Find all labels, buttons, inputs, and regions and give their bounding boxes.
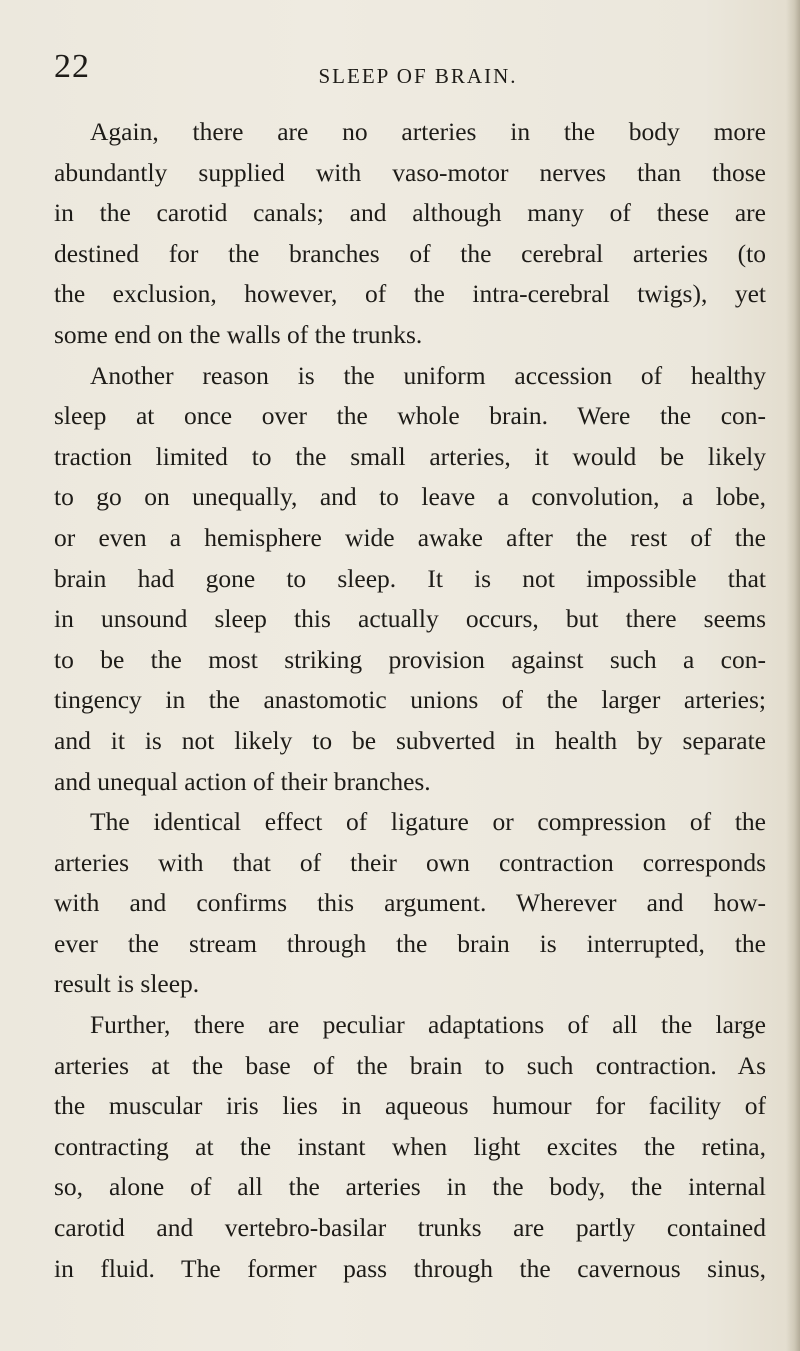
text-line: Further, there are peculiar adaptations of all the large — [90, 1010, 766, 1040]
text-line: Another reason is the uniform accession of healthy — [90, 360, 766, 390]
text-line: so, alone of all the arteries in the body, the internal — [54, 1172, 766, 1202]
text-line: in the carotid canals; and although many of these are — [54, 198, 766, 228]
body-text — [54, 112, 766, 1289]
text-line: or even a hemisphere wide awake after the rest of the — [54, 522, 766, 552]
text-line: to go on unequally, and to leave a convolution, a lobe, — [54, 482, 766, 512]
text-line: brain had gone to sleep. It is not impossible that — [54, 563, 766, 593]
text-line: in fluid. The former pass through the cavernous sinus, — [54, 1253, 766, 1283]
text-line: in unsound sleep this actually occurs, but there seems — [54, 604, 766, 634]
text-line: tingency in the anastomotic unions of the larger arteries; — [54, 685, 766, 715]
text-line: with and confirms this argument. Wherever and how- — [54, 888, 766, 918]
text-line: sleep at once over the whole brain. Were the con- — [54, 401, 766, 431]
text-line: abundantly supplied with vaso-motor nerves than those — [54, 157, 766, 187]
text-line: result is sleep. — [54, 969, 200, 999]
text-line: some end on the walls of the trunks. — [54, 319, 423, 349]
page-number: 22 — [54, 48, 90, 85]
text-line: and it is not likely to be subverted in health by separate — [54, 725, 766, 755]
text-line: Again, there are no arteries in the body more — [90, 117, 766, 146]
text-line: carotid and vertebro-basilar trunks are partly contained — [54, 1213, 766, 1243]
text-line: arteries at the base of the brain to such contraction. As — [54, 1050, 766, 1080]
running-head: SLEEP OF BRAIN. — [318, 64, 518, 88]
text-line: the muscular iris lies in aqueous humour for facility of — [54, 1091, 766, 1121]
text-line: ever the stream through the brain is interrupted, the — [54, 928, 766, 958]
text-line: to be the most striking provision against such a con- — [54, 644, 766, 674]
text-line: the exclusion, however, of the intra-cerebral twigs), yet — [54, 279, 766, 309]
page-edge-shadow — [786, 0, 800, 1351]
text-line: contracting at the instant when light excites the retina, — [54, 1131, 766, 1161]
text-line: The identical effect of ligature or compression of the — [90, 807, 766, 837]
text-line: arteries with that of their own contraction corresponds — [54, 847, 766, 877]
text-line: traction limited to the small arteries, it would be likely — [54, 441, 766, 471]
text-line: destined for the branches of the cerebral arteries (to — [54, 238, 766, 268]
text-line: and unequal action of their branches. — [54, 766, 431, 796]
